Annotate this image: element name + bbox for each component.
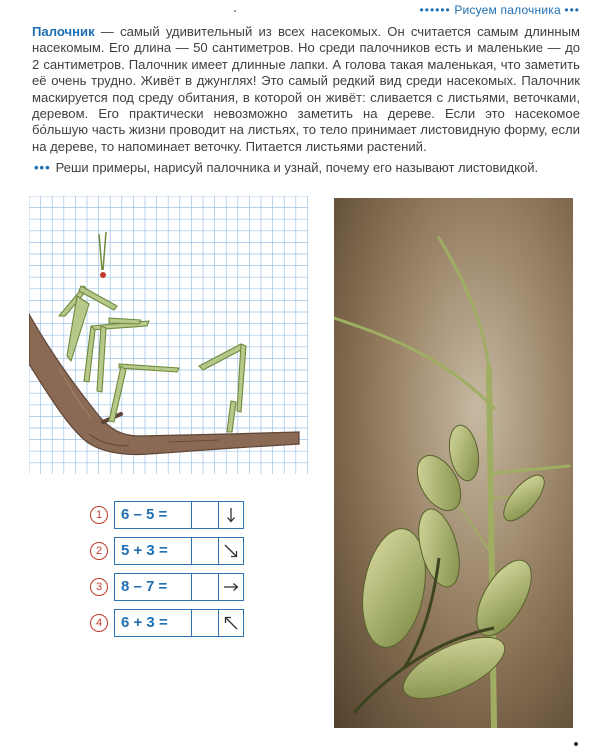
header-title: Рисуем палочника <box>454 3 561 17</box>
header-dots-left: •••••• <box>419 3 451 17</box>
example-expression: 5 + 3 = <box>121 542 168 559</box>
intro-paragraph <box>32 24 580 155</box>
example-box <box>114 537 244 565</box>
answer-cell[interactable] <box>191 574 218 600</box>
answer-cell[interactable] <box>191 610 218 636</box>
print-mark <box>234 10 236 12</box>
task-instruction <box>34 160 574 175</box>
arrow-right-icon <box>223 579 239 595</box>
direction-cell <box>218 610 244 636</box>
example-box <box>114 609 244 637</box>
example-row-4 <box>90 608 250 638</box>
direction-cell <box>218 502 244 528</box>
intro-text: — самый удивительный из всех насекомых. Он считается самым длинным насекомым. Его длина — 50 сантиметров. Но среди палочников есть и маленькие — до 2 сантиметров. Палочник имеет длинные лапки. А голова такая маленькая, что заметить её очень трудно. Живёт в джунглях! Это самый редкий вид среди насекомых. Палочник маскируется под среду обитания, в которой он живёт: сливается с листьями, веточками, деревом. Его практически невозможно заметить на дереве. Если это насекомое бо́льшую часть жизни проводит на листьях, то тело принимает листовидную форму, если на дереве, то напоминает веточку. Питается листьями растений. <box>32 24 580 154</box>
example-expression: 6 – 5 = <box>121 506 168 523</box>
task-text: Реши примеры, нарисуй палочника и узнай, почему его называют листовидкой. <box>55 160 539 175</box>
example-number: 3 <box>90 578 108 596</box>
answer-cell[interactable] <box>191 502 218 528</box>
page-corner-mark <box>574 742 578 746</box>
grid-canvas[interactable] <box>29 196 308 474</box>
drawing-grid[interactable] <box>29 196 308 474</box>
task-bullets: ••• <box>34 160 51 175</box>
insect-head-dot <box>100 272 106 278</box>
example-expression: 8 – 7 = <box>121 578 168 595</box>
example-number: 1 <box>90 506 108 524</box>
direction-cell <box>218 538 244 564</box>
example-box <box>114 573 244 601</box>
direction-cell <box>218 574 244 600</box>
page-header <box>420 3 580 17</box>
example-box <box>114 501 244 529</box>
arrow-down-icon <box>223 507 239 523</box>
arrow-up-left-icon <box>223 615 239 631</box>
stick-insect-photo <box>334 198 573 728</box>
example-row-2 <box>90 536 250 566</box>
example-row-3 <box>90 572 250 602</box>
answer-cell[interactable] <box>191 538 218 564</box>
arrow-down-right-icon <box>223 543 239 559</box>
intro-term: Палочник <box>32 24 95 39</box>
example-number: 2 <box>90 542 108 560</box>
header-dots-right: ••• <box>564 3 580 17</box>
example-row-1 <box>90 500 250 530</box>
example-expression: 6 + 3 = <box>121 614 168 631</box>
example-number: 4 <box>90 614 108 632</box>
